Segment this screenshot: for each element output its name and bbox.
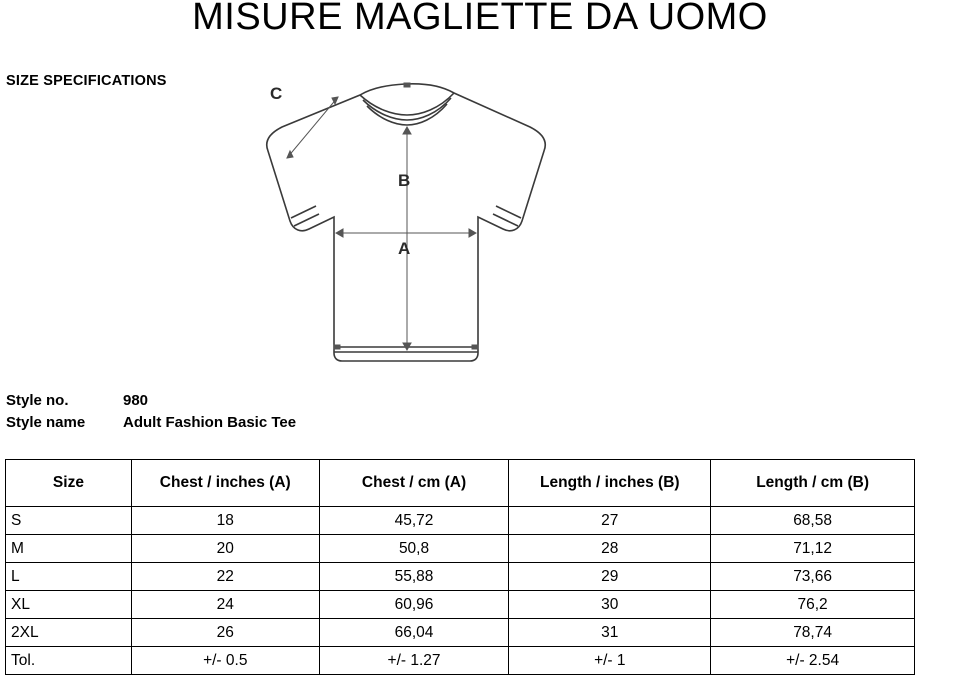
cell-chest-cm: 60,96 <box>319 591 509 619</box>
cell-chest-cm: 50,8 <box>319 535 509 563</box>
cell-length-cm: 68,58 <box>711 507 915 535</box>
cell-length-inches: 29 <box>509 563 711 591</box>
table-row <box>6 647 915 675</box>
page-title: MISURE MAGLIETTE DA UOMO <box>192 0 768 38</box>
cell-length-inches: 28 <box>509 535 711 563</box>
cell-length-cm: 76,2 <box>711 591 915 619</box>
column-header-chest-cm: Chest / cm (A) <box>319 460 509 507</box>
style-no-value: 980 <box>123 392 149 409</box>
column-header-size: Size <box>6 460 132 507</box>
table-row <box>6 563 915 591</box>
cell-chest-inches: 18 <box>131 507 319 535</box>
column-header-chest-inches: Chest / inches (A) <box>131 460 319 507</box>
cell-size: S <box>6 507 132 535</box>
cell-chest-cm: 45,72 <box>319 507 509 535</box>
style-name-value: Adult Fashion Basic Tee <box>123 414 297 431</box>
table-body <box>6 507 915 675</box>
table-row <box>6 591 915 619</box>
cell-size: XL <box>6 591 132 619</box>
cell-chest-inches: 24 <box>131 591 319 619</box>
cell-chest-inches: 20 <box>131 535 319 563</box>
table-row <box>6 507 915 535</box>
cell-length-cm: 71,12 <box>711 535 915 563</box>
cell-size: L <box>6 563 132 591</box>
style-name-row <box>6 414 296 431</box>
cell-chest-cm: +/- 1.27 <box>319 647 509 675</box>
style-no-row <box>6 392 296 409</box>
tshirt-diagram <box>230 75 610 375</box>
cell-chest-cm: 55,88 <box>319 563 509 591</box>
cell-size: M <box>6 535 132 563</box>
diagram-label-a: A <box>398 239 411 258</box>
cell-size: 2XL <box>6 619 132 647</box>
size-table <box>5 459 915 675</box>
cell-chest-inches: +/- 0.5 <box>131 647 319 675</box>
cell-size: Tol. <box>6 647 132 675</box>
diagram-label-b: B <box>398 171 411 190</box>
cell-length-cm: +/- 2.54 <box>711 647 915 675</box>
tshirt-diagram-svg <box>230 75 610 375</box>
style-name-label: Style name <box>6 414 86 431</box>
cell-chest-inches: 22 <box>131 563 319 591</box>
style-info <box>6 392 296 436</box>
diagram-label-c: C <box>270 84 283 103</box>
size-specifications-label: SIZE SPECIFICATIONS <box>6 73 167 89</box>
cell-length-inches: 31 <box>509 619 711 647</box>
table-header-row <box>6 460 915 507</box>
cell-length-inches: +/- 1 <box>509 647 711 675</box>
column-header-length-cm: Length / cm (B) <box>711 460 915 507</box>
table-row <box>6 619 915 647</box>
table-row <box>6 535 915 563</box>
cell-chest-inches: 26 <box>131 619 319 647</box>
table-header <box>6 460 915 507</box>
cell-length-inches: 27 <box>509 507 711 535</box>
column-header-length-inches: Length / inches (B) <box>509 460 711 507</box>
cell-length-inches: 30 <box>509 591 711 619</box>
cell-chest-cm: 66,04 <box>319 619 509 647</box>
cell-length-cm: 73,66 <box>711 563 915 591</box>
style-no-label: Style no. <box>6 392 69 409</box>
cell-length-cm: 78,74 <box>711 619 915 647</box>
